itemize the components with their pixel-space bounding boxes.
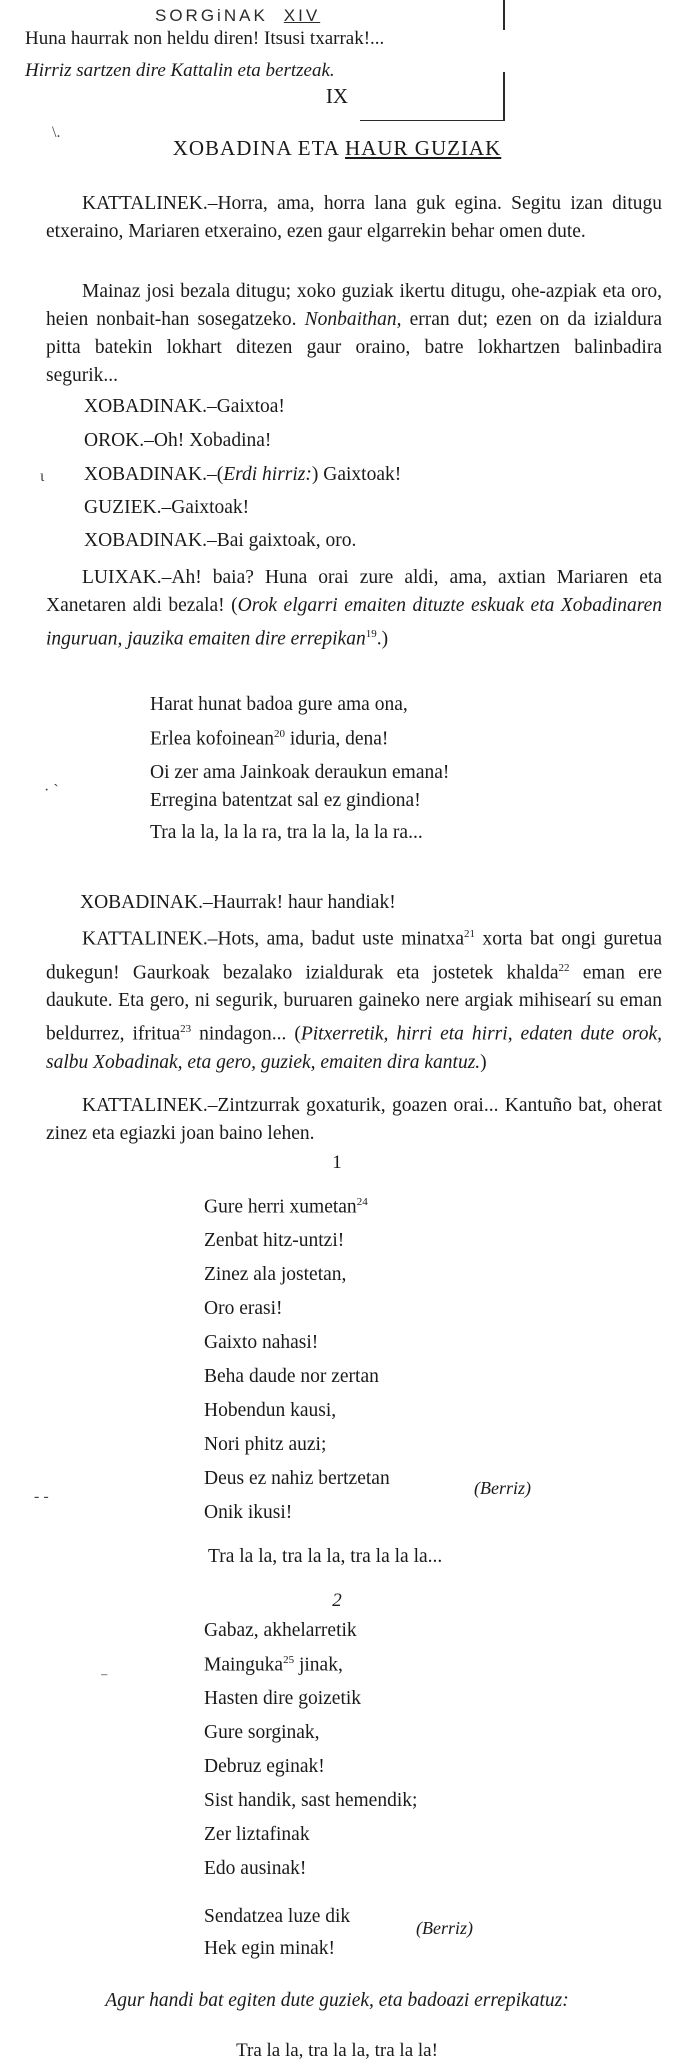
song1-line-4: Oro erasi!	[204, 1298, 283, 1319]
kattalinek-text-2: xorta bat ongi guretua dukegun! Gaurkoak bezalako izialdurak eta jostetek khalda	[46, 928, 662, 983]
short-line-5	[84, 530, 356, 552]
short-line-4	[84, 497, 249, 519]
song2-line-3: Hasten dire goizetik	[204, 1688, 362, 1709]
continuation-italic: Nonbaithan,	[304, 309, 402, 330]
speaker: GUZIEK.	[84, 497, 162, 518]
song1-line-1	[204, 1196, 368, 1219]
dialogue-luixak	[46, 564, 662, 654]
top-line-2: Hirriz sartzen dire Kattalin eta bertzeak.	[25, 60, 335, 81]
dialogue-kattalinek-3: KATTALINEK.–Zintzurrak goxaturik, goazen orai... Kantuño bat, oherat zinez eta egiazki joan baino lehen.	[46, 1095, 662, 1144]
final-refrain: Tra la la, tra la la, tra la la!	[236, 2040, 438, 2061]
line-text: –Gaixtoak!	[161, 497, 250, 518]
continuation-text-b: erran dut; ezen on da izialdura pitta batekin lokhart ditezen gaur oraino, batre lokhartzen balinbadira segurik...	[46, 309, 662, 386]
footnote-ref: 21	[464, 928, 476, 940]
line-text: –(	[206, 464, 224, 485]
margin-mark: · `	[44, 782, 59, 799]
song1-line-8: Nori phitz auzi;	[204, 1434, 327, 1455]
luixak-end: .)	[376, 628, 389, 650]
dialogue-kattalinek-2	[46, 920, 662, 1077]
dialogue-xobadinak: XOBADINAK.–Haurrak! haur handiak!	[80, 892, 396, 913]
section-title	[0, 136, 674, 161]
footnote-ref: 22	[558, 961, 570, 974]
song2-aside: (Berriz)	[416, 1918, 473, 1938]
short-line-2	[84, 430, 271, 452]
luixak-text: LUIXAK.–Ah! baia? Huna orai zure aldi, ama, axtian Mariaren eta Xanetaren aldi bezala! (	[46, 567, 662, 616]
verse1-line-3: Oi zer ama Jainkoak deraukun emana!	[150, 762, 450, 783]
line-text: –Oh! Xobadina!	[144, 430, 272, 451]
annotation-text: SORGiNAK	[155, 6, 268, 25]
top-line-1: Huna haurrak non heldu diren! Itsusi txarrak!...	[25, 28, 385, 49]
annotation-roman: XIV	[283, 6, 321, 25]
song1-line-2: Zenbat hitz-untzi!	[204, 1230, 345, 1251]
short-line-1	[84, 396, 285, 418]
song1-line-7: Hobendun kausi,	[204, 1400, 337, 1421]
song1-line-5: Gaixto nahasi!	[204, 1332, 319, 1353]
kattalinek-text-5: )	[480, 1051, 487, 1073]
verse-text-2: iduria, dena!	[284, 728, 389, 750]
song1-number: 1	[332, 1152, 342, 1173]
kattalinek-text-3: eman ere daukute. Eta gero, ni segurik, buruaren gaineko nere argiak mihisearí su eman beldurrez, ifritua	[46, 962, 662, 1045]
song1-line-9: Deus ez nahiz bertzetan	[204, 1468, 390, 1489]
line-text: –Bai gaixtoak, oro.	[206, 530, 357, 551]
verse-text: Gure herri xumetan	[204, 1196, 357, 1218]
margin-line-top	[503, 0, 505, 30]
verse-text-2: jinak,	[294, 1654, 343, 1676]
song2-closing-2: Hek egin minak!	[204, 1938, 336, 1959]
kattalinek-text-4: nindagon... (	[191, 1023, 301, 1045]
song2-line-8: Edo ausinak!	[204, 1858, 307, 1879]
luixak-italic: Orok elgarri emaiten dituzte eskuak eta Xobadinaren inguruan, jauzika emaiten dire errepikan	[46, 595, 662, 650]
kattalinek-text: KATTALINEK.–Hots, ama, badut uste minatxa	[82, 928, 465, 950]
song2-number: 2	[332, 1590, 342, 1611]
title-part-1: XOBADINA ETA	[172, 136, 346, 160]
song2-line-2	[204, 1654, 343, 1677]
verse1-line-1: Harat hunat badoa gure ama ona,	[150, 694, 408, 715]
verse1-line-4: Erregina batentzat sal ez gindiona!	[150, 790, 421, 811]
continuation-text-a: Mainaz josi bezala ditugu; xoko guziak ikertu ditugu, ohe-azpiak eta oro, heien nonbait-han sosegatzeko.	[46, 281, 662, 330]
margin-mark: ι	[40, 468, 45, 485]
song1-line-6: Beha daude nor zertan	[204, 1366, 379, 1387]
song2-closing-1: Sendatzea luze dik	[204, 1906, 351, 1927]
margin-mark: \.	[52, 124, 61, 141]
line-text-2: ) Gaixtoak!	[311, 464, 402, 485]
verse-text: Erlea kofoinean	[150, 728, 274, 750]
song1-line-3: Zinez ala jostetan,	[204, 1264, 347, 1285]
section-number: IX	[325, 84, 349, 108]
stage-direction: Agur handi bat egiten dute guziek, eta badoazi errepikatuz:	[105, 1990, 569, 2011]
song2-line-4: Gure sorginak,	[204, 1722, 320, 1743]
song1-line-10: Onik ikusi!	[204, 1502, 293, 1523]
verse1-line-2	[150, 728, 388, 751]
margin-line-horizontal	[360, 120, 505, 121]
title-part-2: HAUR GUZIAK	[345, 136, 502, 160]
song1-aside: (Berriz)	[474, 1478, 531, 1498]
kattalinek-italic: Pitxerretik, hirri eta hirri, edaten dute orok, salbu Xobadinak, eta gero, guziek, emaiten dira kantuz.	[46, 1023, 662, 1073]
verse-text: Mainguka	[204, 1654, 284, 1676]
speaker: XOBADINAK.	[84, 464, 207, 485]
song2-line-5: Debruz eginak!	[204, 1756, 325, 1777]
song2-line-1: Gabaz, akhelarretik	[204, 1620, 357, 1641]
footnote-ref: 25	[283, 1654, 295, 1666]
footnote-ref: 23	[180, 1023, 192, 1035]
margin-mark: - -	[34, 1488, 49, 1505]
dialogue-continuation	[46, 278, 662, 390]
dialogue-kattalinek-1: KATTALINEK.–Horra, ama, horra lana guk egina. Segitu izan ditugu etxeraino, Mariaren etxeraino, ezen gaur elgarrekin behar omen dute.	[46, 193, 662, 242]
song2-line-7: Zer liztafinak	[204, 1824, 310, 1845]
footnote-ref: 19	[365, 628, 377, 640]
margin-mark: ⁻	[100, 1670, 109, 1687]
line-text: –Gaixtoa!	[206, 396, 285, 417]
speaker: XOBADINAK.	[84, 530, 207, 551]
footnote-ref: 24	[356, 1196, 368, 1208]
line-italic: Erdi hirriz:	[223, 464, 312, 485]
speaker: OROK.	[84, 430, 145, 451]
speaker: XOBADINAK.	[84, 396, 207, 417]
short-line-3	[84, 464, 401, 486]
footnote-ref: 20	[273, 728, 285, 740]
handwritten-annotation	[155, 6, 320, 26]
song2-line-6: Sist handik, sast hemendik;	[204, 1790, 418, 1811]
song1-refrain: Tra la la, tra la la, tra la la la...	[208, 1546, 443, 1567]
verse1-refrain: Tra la la, la la ra, tra la la, la la ra...	[150, 822, 423, 843]
